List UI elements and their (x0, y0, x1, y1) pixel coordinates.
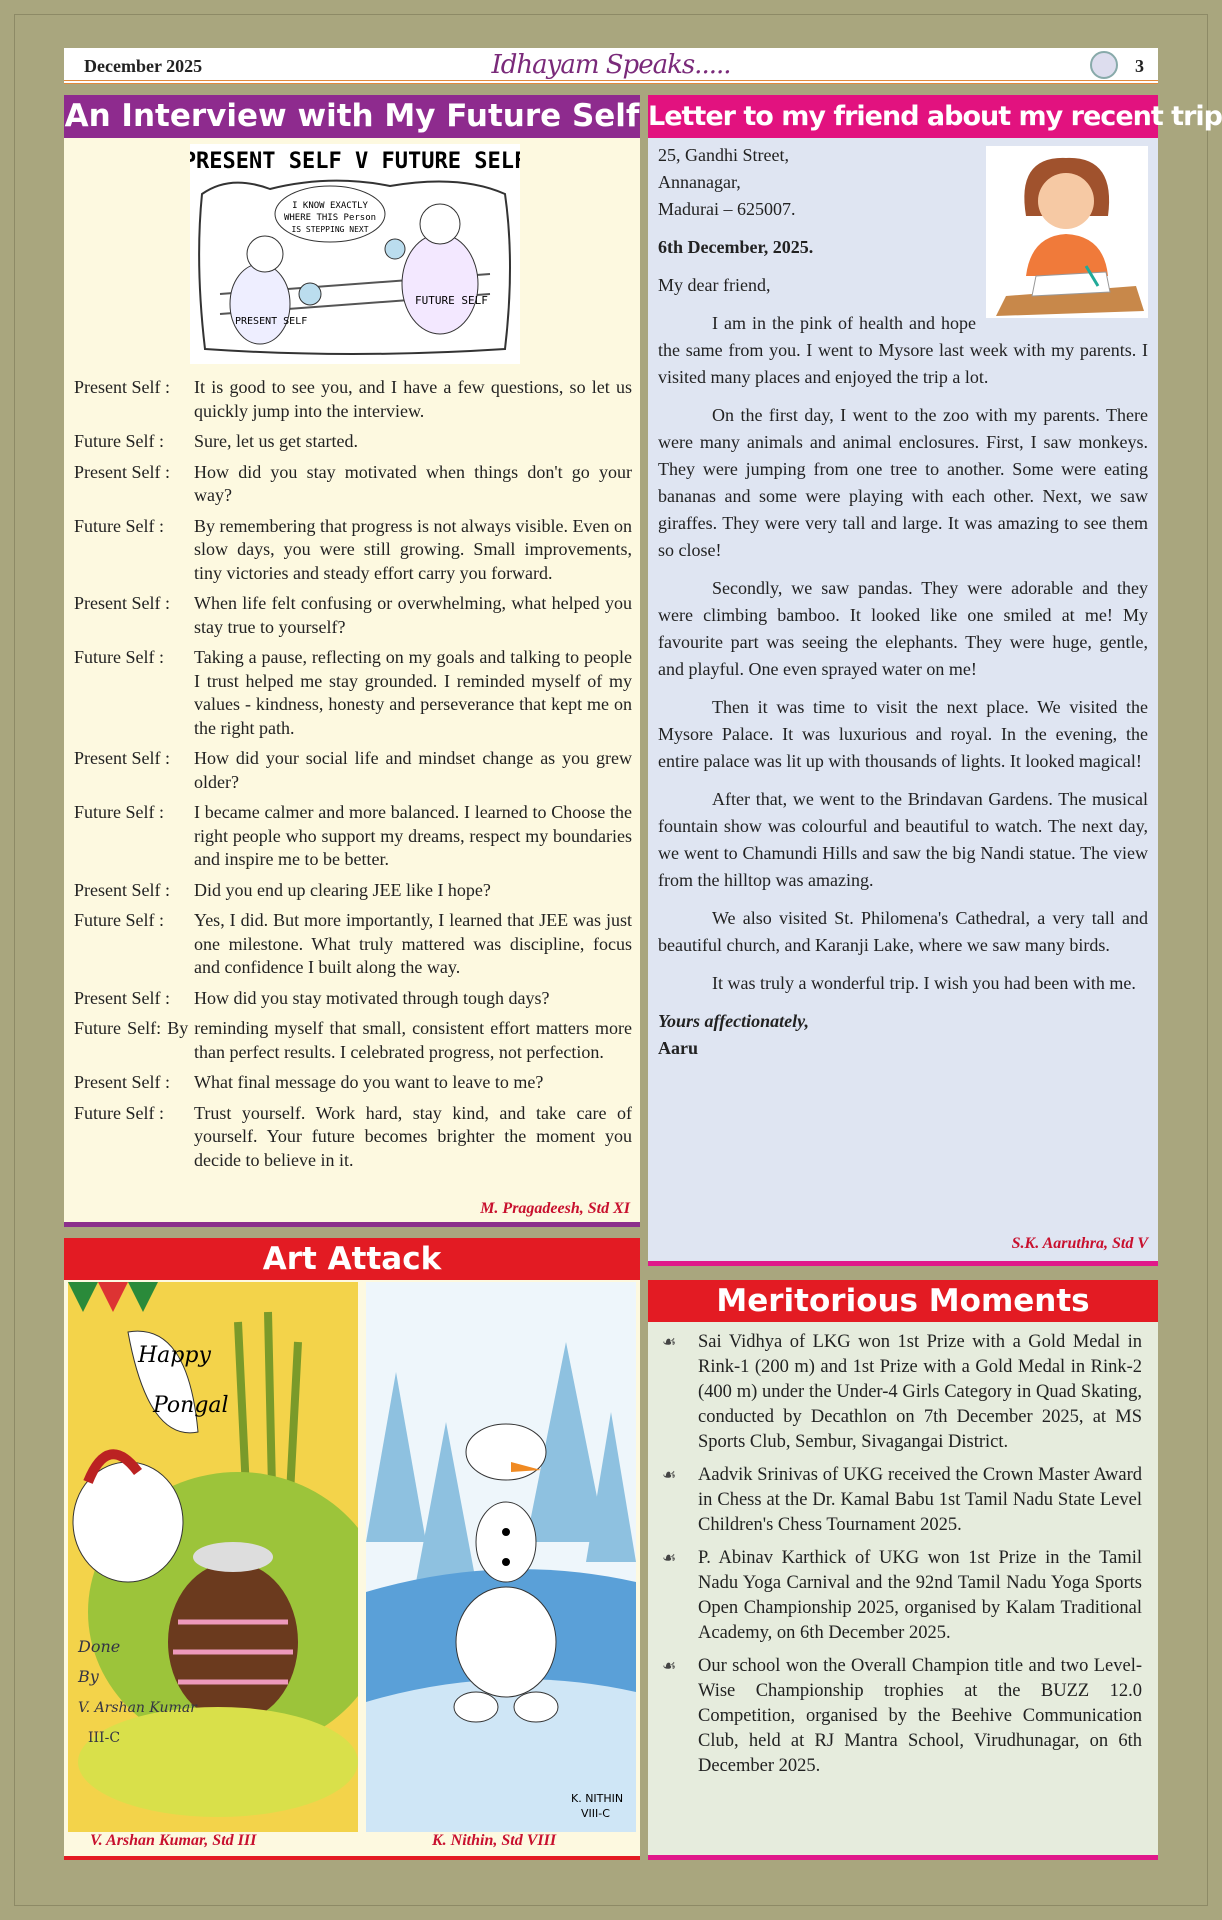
bullet-icon: ☙ (662, 1658, 677, 1675)
speaker-label: Future Self : (74, 802, 164, 822)
letter-paragraph: Then it was time to visit the next place. We visited the Mysore Palace. It was luxurious and royal. In the evening, the entire palace was lit up with thousands of lights. It looked magical! (658, 697, 1148, 771)
merit-title: Meritorious Moments (648, 1280, 1158, 1322)
speaker-label: Future Self : (74, 910, 164, 930)
interview-row (74, 879, 632, 903)
speaker-text: How did you stay motivated through tough days? (194, 987, 550, 1008)
interview-row (74, 376, 632, 423)
merit-text: Sai Vidhya of LKG won 1st Prize with a Gold Medal in Rink-1 (200 m) and 1st Prize with a Gold Medal in Rink-2 (400 m) under the Under-4 Girls Category in Quad Skating, conducted by Decathlon on 7th December 2025, at MS Sports Club, Sembur, Sivagangai District. (698, 1332, 1142, 1452)
interview-row (74, 747, 632, 794)
address-line: 25, Gandhi Street, (658, 145, 789, 165)
merit-item (662, 1463, 1142, 1538)
address-line: Madurai – 625007. (658, 199, 796, 219)
speaker-text: When life felt confusing or overwhelming, what helped you stay true to yourself? (194, 593, 632, 637)
letter-paragraph: Secondly, we saw pandas. They were adorable and they were climbing bamboo. It looked like one smiled at me! My favourite part was seeing the elephants. They were huge, gentle, and playful. One even sprayed water on me! (658, 578, 1148, 679)
speaker-label: Future Self : (74, 515, 164, 536)
svg-text:VIII-C: VIII-C (581, 1807, 610, 1820)
letter-closing: Yours affectionately, (658, 1011, 809, 1031)
merit-item (662, 1654, 1142, 1779)
letter-paragraph: After that, we went to the Brindavan Gardens. The musical fountain show was colourful and beautiful to watch. The next day, we went to Chamundi Hills and saw the big Nandi statue. The view from the hilltop was amazing. (658, 789, 1148, 890)
svg-text:FUTURE SELF: FUTURE SELF (415, 294, 488, 307)
cartoon-illustration (190, 144, 520, 364)
girl-writing-illustration (986, 146, 1148, 318)
snowman-drawing (366, 1282, 636, 1832)
speaker-text: Taking a pause, reflecting on my goals and talking to people I trust helped me stay grounded. I reminded myself of my values - kindness, honesty and perseverance that kept me on the right path. (194, 647, 632, 738)
letter-paragraph: I am in the pink of health and hope the same from you. I went to Mysore last week with my parents. I visited many places and enjoyed the trip a lot. (658, 313, 1148, 387)
speaker-text: I became calmer and more balanced. I learned to Choose the right people who support my dreams, respect my boundaries and inspire me to be better. (194, 802, 632, 869)
interview-section (64, 138, 640, 1227)
speaker-label: Present Self : (74, 879, 170, 900)
bullet-icon: ☙ (662, 1550, 677, 1567)
interview-row (74, 430, 632, 454)
art-title: Art Attack (64, 1238, 640, 1280)
merit-item (662, 1330, 1142, 1455)
speaker-label: Present Self : (74, 461, 170, 482)
art-caption: K. Nithin, Std VIII (432, 1832, 557, 1849)
issue-date: December 2025 (84, 56, 203, 76)
cartoon-heading: PRESENT SELF V FUTURE SELF (190, 149, 520, 174)
speaker-label: Present Self : (74, 748, 170, 768)
interview-row (74, 1102, 632, 1173)
interview-row (74, 801, 632, 872)
speaker-label: Future Self : (74, 647, 164, 667)
merit-item (662, 1546, 1142, 1646)
interview-row (74, 909, 632, 980)
svg-text:Done: Done (78, 1637, 121, 1656)
svg-text:Pongal: Pongal (153, 1393, 229, 1418)
svg-text:I KNOW EXACTLY: I KNOW EXACTLY (292, 201, 368, 211)
svg-text:PRESENT SELF: PRESENT SELF (235, 316, 308, 327)
interview-row (74, 1071, 632, 1095)
letter-signature: Aaru (658, 1038, 698, 1058)
letter-byline: S.K. Aaruthra, Std V (1011, 1235, 1148, 1252)
merit-text: Aadvik Srinivas of UKG received the Crown Master Award in Chess at the Dr. Kamal Babu 1st Tamil Nadu State Level Children's Chess Tournament 2025. (698, 1465, 1142, 1535)
page-number: 3 (1135, 56, 1144, 76)
address-line: Annanagar, (658, 172, 741, 192)
letter-date: 6th December, 2025. (658, 237, 814, 257)
svg-text:III-C: III-C (88, 1730, 121, 1746)
speaker-text: By reminding myself that small, consistent effort matters more than perfect results. I celebrated progress, not perfection. (167, 1018, 632, 1062)
svg-text:By: By (78, 1667, 99, 1686)
speaker-text: Trust yourself. Work hard, stay kind, and take care of yourself. Your future becomes brighter the moment you decide to believe in it. (194, 1102, 632, 1170)
speaker-text: How did you stay motivated when things don't go your way? (194, 461, 632, 505)
svg-text:V. Arshan Kumar: V. Arshan Kumar (78, 1700, 197, 1716)
speaker-text: Sure, let us get started. (194, 431, 358, 451)
letter-paragraph: We also visited St. Philomena's Cathedral, a very tall and beautiful church, and Karanji Lake, where we saw many birds. (658, 908, 1148, 955)
letter-paragraph: On the first day, I went to the zoo with my parents. There were many animals and animal enclosures. First, I saw monkeys. They were jumping from one tree to another. Some were eating bananas and some were playing with each other. Next, we saw giraffes. They were very tall and large. It was amazing to see them so close! (658, 405, 1148, 560)
page-header (64, 48, 1158, 84)
interview-title: An Interview with My Future Self (64, 95, 640, 138)
interview-row (74, 646, 632, 740)
speaker-label: Future Self: (74, 1018, 162, 1038)
letter-title: Letter to my friend about my recent trip (648, 95, 1158, 138)
svg-text:IS STEPPING NEXT: IS STEPPING NEXT (291, 225, 369, 234)
merit-text: Our school won the Overall Champion title and two Level-Wise Championship trophies at the BUZZ 12.0 Competition, organised by the Beehive Communication Club, held at RJ Mantra School, Virudhunagar, on 6th December 2025. (698, 1656, 1142, 1776)
speaker-label: Future Self : (74, 1102, 164, 1123)
speaker-label: Future Self : (74, 431, 164, 451)
interview-row (74, 461, 632, 508)
speaker-label: Present Self : (74, 377, 170, 397)
speaker-text: It is good to see you, and I have a few questions, so let us quickly jump into the interview. (194, 377, 632, 421)
speaker-text: Did you end up clearing JEE like I hope? (194, 879, 491, 900)
speaker-label: Present Self : (74, 987, 170, 1008)
interview-row (74, 987, 632, 1011)
bullet-icon: ☙ (662, 1467, 677, 1484)
letter-section (648, 138, 1158, 1266)
art-caption: V. Arshan Kumar, Std III (90, 1832, 257, 1849)
speaker-text: By remembering that progress is not always visible. Even on slow days, you were still growing. Small improvements, tiny victories and steady effort carry you forward. (194, 515, 632, 583)
speaker-text: What final message do you want to leave to me? (194, 1072, 544, 1092)
speaker-label: Present Self : (74, 593, 170, 613)
merit-section (648, 1322, 1158, 1860)
interview-row (74, 515, 632, 586)
bullet-icon: ☙ (662, 1334, 677, 1351)
merit-text: P. Abinav Karthick of UKG won 1st Prize in the Tamil Nadu Yoga Carnival and the 92nd Tamil Nadu Yoga Sports Open Championship 2025, organised by Kalam Traditional Academy, on 6th December 2025. (698, 1548, 1142, 1643)
speaker-text: How did your social life and mindset change as you grew older? (194, 748, 632, 792)
interview-row (74, 1017, 632, 1064)
svg-text:Happy: Happy (138, 1343, 211, 1368)
interview-row (74, 592, 632, 639)
pongal-drawing (68, 1282, 358, 1832)
school-logo-icon (1090, 51, 1118, 79)
letter-paragraph: It was truly a wonderful trip. I wish you had been with me. (712, 973, 1136, 993)
speaker-text: Yes, I did. But more importantly, I learned that JEE was just one milestone. What truly mattered was discipline, focus and confidence I built along the way. (194, 910, 632, 977)
svg-text:WHERE THIS Person: WHERE THIS Person (283, 213, 377, 223)
newsletter-title: Idhayam Speaks..... (491, 50, 731, 80)
svg-text:K. NITHIN: K. NITHIN (571, 1792, 624, 1805)
speaker-label: Present Self : (74, 1072, 170, 1092)
salutation: My dear friend, (658, 275, 771, 295)
interview-byline: M. Pragadeesh, Std XI (480, 1200, 630, 1217)
